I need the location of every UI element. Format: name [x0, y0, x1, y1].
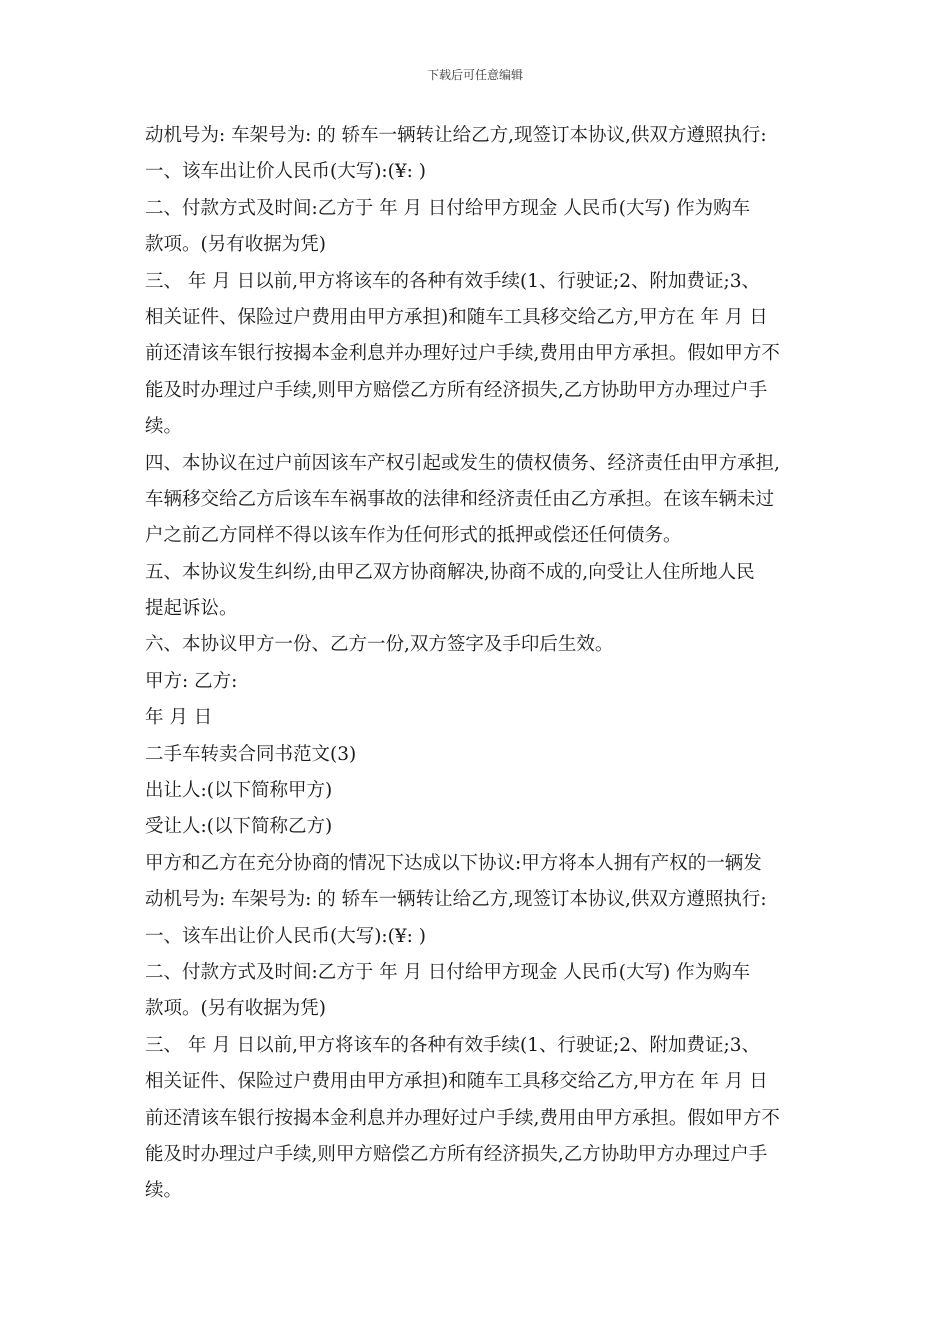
text-line: 三、 年 月 日以前,甲方将该车的各种有效手续(1、行驶证;2、附加费证;3、: [145, 270, 761, 292]
text-line: 户之前乙方同样不得以该车作为任何形式的抵押或偿还任何债务。: [145, 525, 682, 547]
text-line: 车辆移交给乙方后该车车祸事故的法律和经济责任由乙方承担。在该车辆未过: [145, 488, 775, 510]
text-line: 款项。(另有收据为凭): [145, 998, 326, 1020]
text-line: 二、付款方式及时间:乙方于 年 月 日付给甲方现金 人民币(大写) 作为购车: [145, 961, 751, 983]
text-line: 相关证件、保险过户费用由甲方承担)和随车工具移交给乙方,甲方在 年 月 日: [145, 1071, 768, 1093]
text-line: 前还清该车银行按揭本金利息并办理好过户手续,费用由甲方承担。假如甲方不: [145, 1107, 780, 1129]
text-line: 出让人:(以下简称甲方): [145, 780, 333, 802]
date-line: 年 月 日: [145, 707, 213, 729]
text-line: 一、该车出让价人民币(大写):(¥: ): [145, 925, 426, 947]
text-line: 续。: [145, 416, 183, 438]
page-header: 下载后可任意编辑: [426, 68, 523, 82]
text-line: 续。: [145, 1180, 183, 1202]
text-line: 四、本协议在过户前因该车产权引起或发生的债权债务、经济责任由甲方承担,: [145, 452, 780, 474]
text-line: 能及时办理过户手续,则甲方赔偿乙方所有经济损失,乙方协助甲方办理过户手: [145, 379, 768, 401]
text-line: 提起诉讼。: [145, 598, 238, 620]
text-line: 一、该车出让价人民币(大写):(¥: ): [145, 161, 426, 183]
text-line: 能及时办理过户手续,则甲方赔偿乙方所有经济损失,乙方协助甲方办理过户手: [145, 1143, 768, 1165]
text-line: 款项。(另有收据为凭): [145, 234, 326, 256]
text-line: 受让人:(以下简称乙方): [145, 816, 333, 838]
text-line: 前还清该车银行按揭本金利息并办理好过户手续,费用由甲方承担。假如甲方不: [145, 343, 780, 365]
section-title: 二手车转卖合同书范文(3): [145, 743, 357, 765]
text-line: 甲方和乙方在充分协商的情况下达成以下协议:甲方将本人拥有产权的一辆发: [145, 852, 762, 874]
text-line: 二、付款方式及时间:乙方于 年 月 日付给甲方现金 人民币(大写) 作为购车: [145, 197, 751, 219]
text-line: 动机号为: 车架号为: 的 轿车一辆转让给乙方,现签订本协议,供双方遵照执行:: [145, 889, 767, 911]
text-line: 六、本协议甲方一份、乙方一份,双方签字及手印后生效。: [145, 634, 614, 656]
text-line: 相关证件、保险过户费用由甲方承担)和随车工具移交给乙方,甲方在 年 月 日: [145, 306, 768, 328]
text-line: 五、本协议发生纠纷,由甲乙双方协商解决,协商不成的,向受让人住所地人民: [145, 561, 755, 583]
document-body: [145, 118, 817, 1210]
signature-line: 甲方: 乙方:: [145, 670, 238, 692]
text-line: 动机号为: 车架号为: 的 轿车一辆转让给乙方,现签订本协议,供双方遵照执行:: [145, 125, 767, 146]
text-line: 三、 年 月 日以前,甲方将该车的各种有效手续(1、行驶证;2、附加费证;3、: [145, 1034, 761, 1056]
